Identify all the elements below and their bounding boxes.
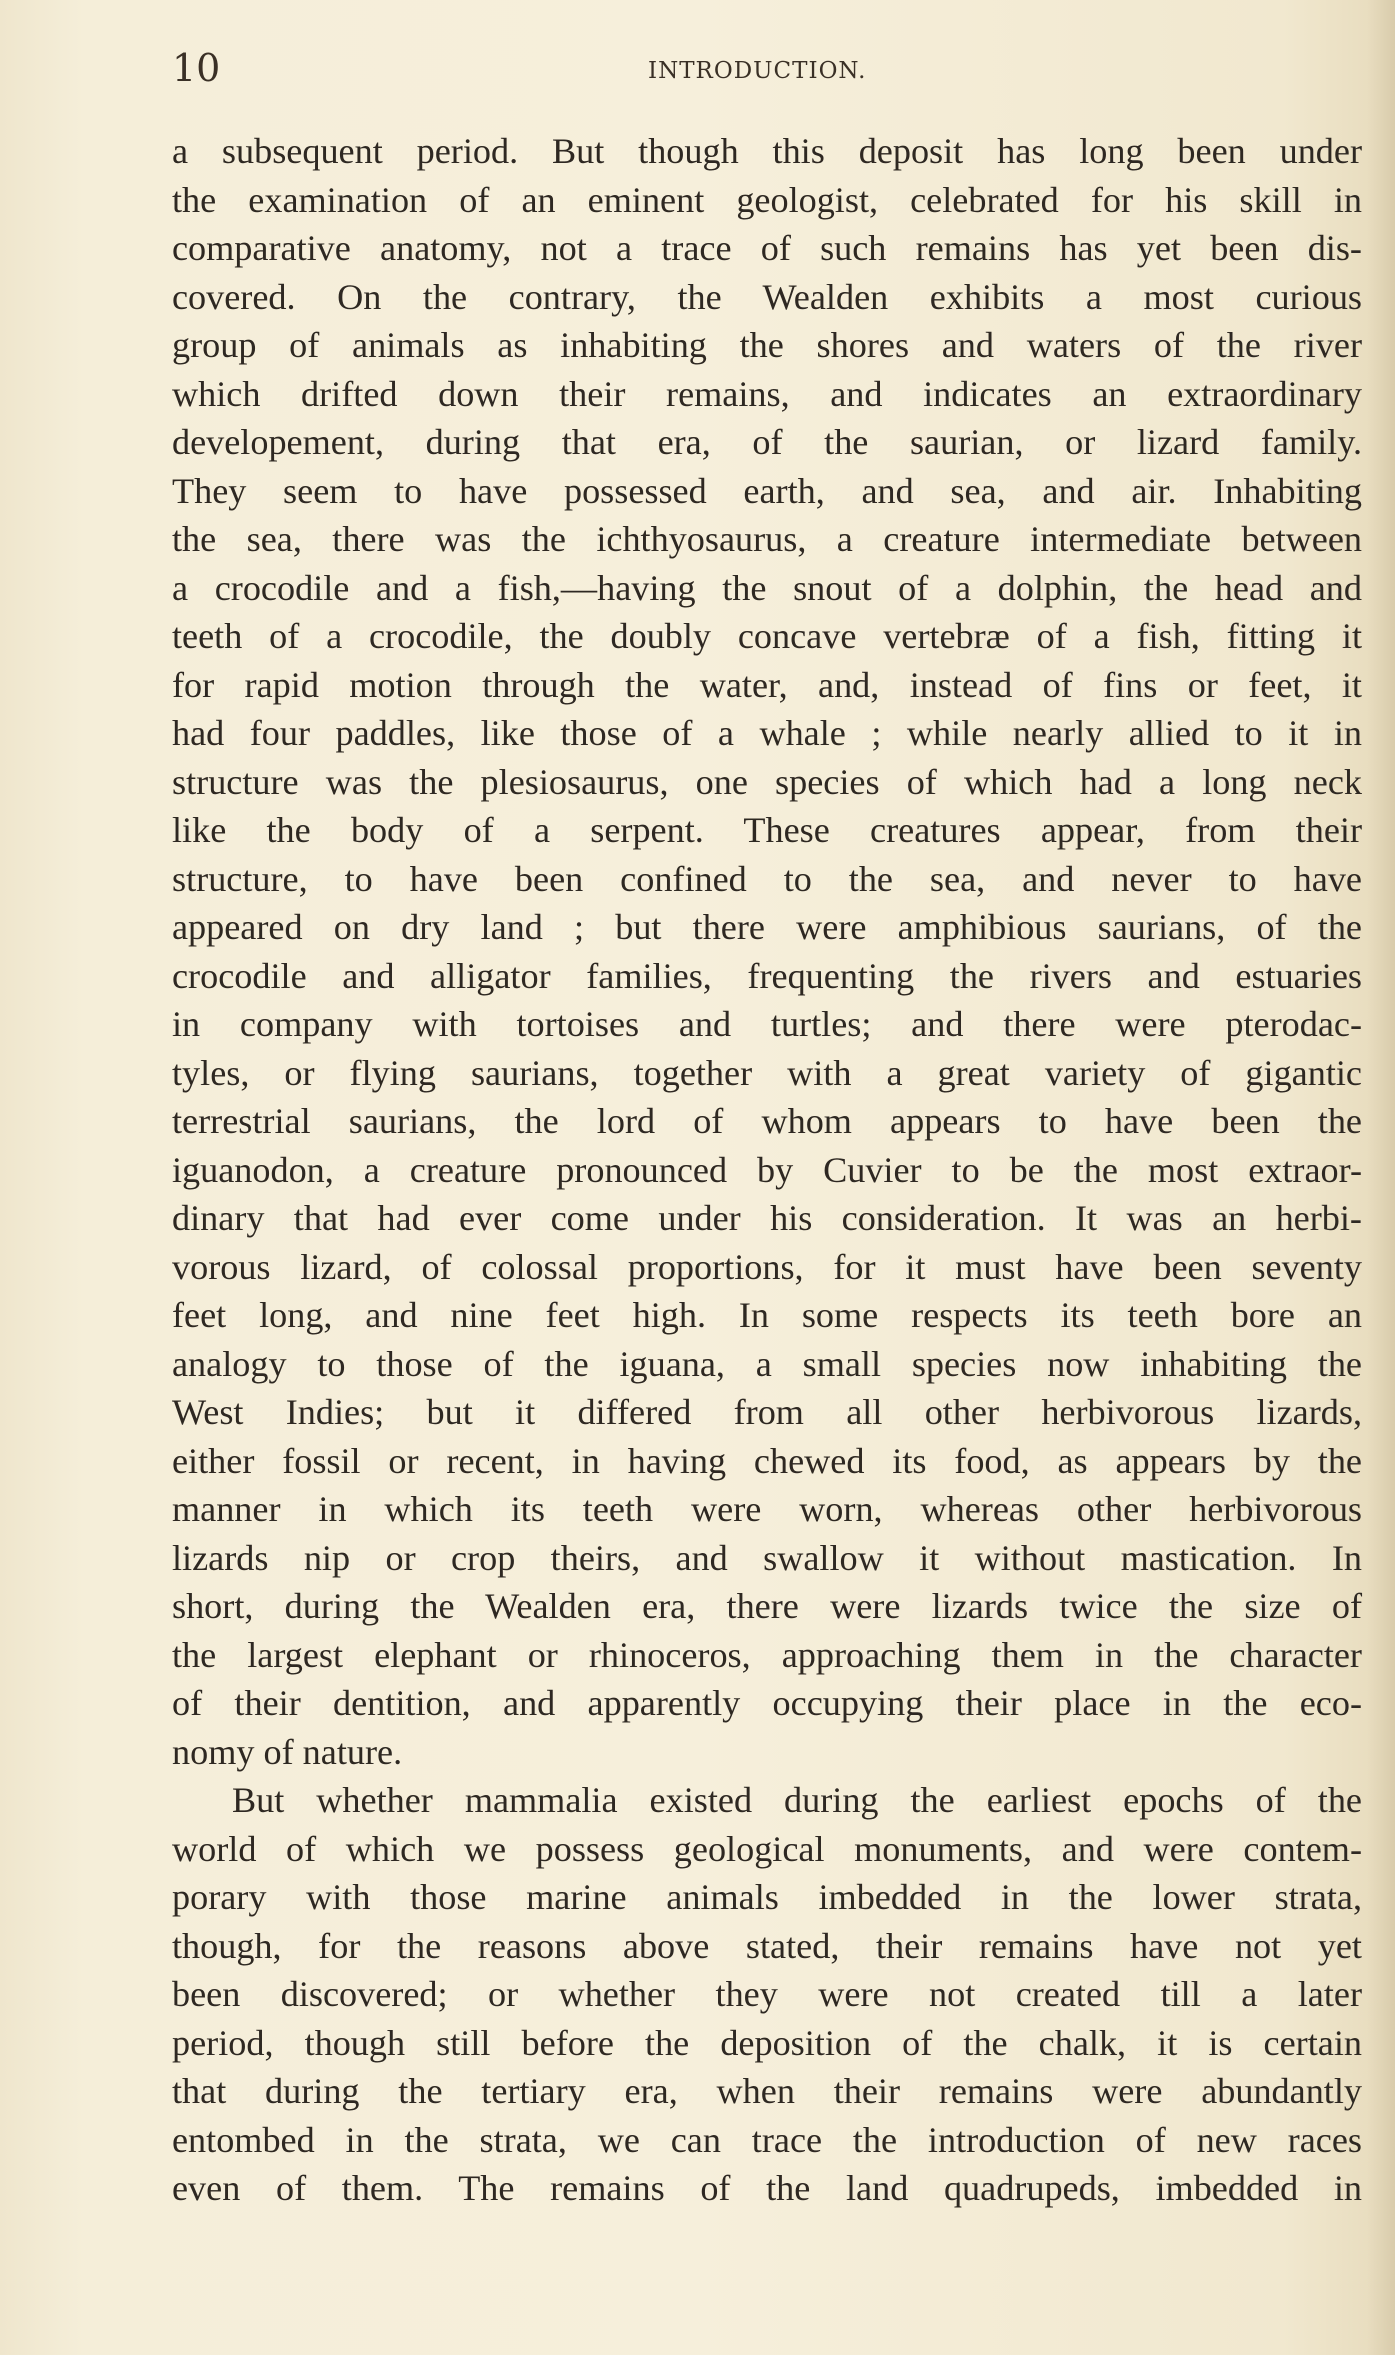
page-edge-shadow bbox=[1367, 0, 1395, 2355]
text-line: analogy to those of the iguana, a small species now inhabiting the bbox=[172, 1343, 1362, 1384]
text-line: West Indies; but it differed from all other herbivorous lizards, bbox=[172, 1392, 1362, 1432]
text-line: like the body of a serpent. These creatures appear, from their bbox=[172, 810, 1362, 850]
text-line: the sea, there was the ichthyosaurus, a creature intermediate between bbox=[172, 519, 1362, 559]
text-line: comparative anatomy, not a trace of such remains has yet been dis- bbox=[172, 228, 1362, 268]
text-line: short, during the Wealden era, there were lizards twice the size of bbox=[172, 1586, 1362, 1626]
text-line: the largest elephant or rhinoceros, approaching them in the character bbox=[172, 1634, 1362, 1675]
body-text bbox=[172, 127, 1362, 2213]
text-line: of their dentition, and apparently occupying their place in the eco- bbox=[172, 1683, 1362, 1723]
page-header bbox=[168, 48, 1368, 88]
text-line: manner in which its teeth were worn, whereas other herbivorous bbox=[172, 1489, 1362, 1529]
text-line: in company with tortoises and turtles; and there were pterodac- bbox=[172, 1004, 1362, 1044]
text-line: entombed in the strata, we can trace the introduction of new races bbox=[172, 2119, 1362, 2160]
text-line: either fossil or recent, in having chewed its food, as appears by the bbox=[172, 1440, 1362, 1481]
text-line: a crocodile and a fish,—having the snout of a dolphin, the head and bbox=[172, 567, 1362, 608]
text-line: lizards nip or crop theirs, and swallow it without mastication. In bbox=[172, 1537, 1362, 1578]
text-line: They seem to have possessed earth, and sea, and air. Inhabiting bbox=[172, 470, 1362, 511]
text-line: dinary that had ever come under his consideration. It was an herbi- bbox=[172, 1198, 1362, 1238]
text-line: even of them. The remains of the land quadrupeds, imbedded in bbox=[172, 2168, 1362, 2208]
text-line: period, though still before the deposition of the chalk, it is certain bbox=[172, 2022, 1362, 2063]
text-line: that during the tertiary era, when their remains were abundantly bbox=[172, 2071, 1362, 2111]
text-line: a subsequent period. But though this deposit has long been under bbox=[172, 131, 1362, 171]
text-line: structure was the plesiosaurus, one species of which had a long neck bbox=[172, 761, 1362, 802]
text-line: vorous lizard, of colossal proportions, for it must have been seventy bbox=[172, 1246, 1362, 1287]
text-line: group of animals as inhabiting the shores and waters of the river bbox=[172, 325, 1362, 365]
text-line: covered. On the contrary, the Wealden exhibits a most curious bbox=[172, 276, 1362, 317]
paragraph-start-line: But whether mammalia existed during the earliest epochs of the bbox=[232, 1780, 1362, 1820]
text-line: structure, to have been confined to the sea, and never to have bbox=[172, 858, 1362, 899]
text-line: developement, during that era, of the saurian, or lizard family. bbox=[172, 422, 1362, 462]
text-line: though, for the reasons above stated, their remains have not yet bbox=[172, 1925, 1362, 1966]
text-line: world of which we possess geological monuments, and were contem- bbox=[172, 1828, 1362, 1869]
text-line: appeared on dry land ; but there were amphibious saurians, of the bbox=[172, 907, 1362, 947]
text-line: the examination of an eminent geologist, celebrated for his skill in bbox=[172, 179, 1362, 220]
text-line: iguanodon, a creature pronounced by Cuvier to be the most extraor- bbox=[172, 1149, 1362, 1190]
text-line: tyles, or flying saurians, together with a great variety of gigantic bbox=[172, 1052, 1362, 1093]
paragraph-end-line: nomy of nature. bbox=[172, 1731, 403, 1772]
running-head: INTRODUCTION. bbox=[648, 58, 867, 84]
text-line: which drifted down their remains, and indicates an extraordinary bbox=[172, 373, 1362, 414]
page-number: 10 bbox=[172, 46, 221, 90]
text-line: for rapid motion through the water, and, instead of fins or feet, it bbox=[172, 664, 1362, 705]
text-line: had four paddles, like those of a whale ; while nearly allied to it in bbox=[172, 713, 1362, 753]
text-line: terrestrial saurians, the lord of whom appears to have been the bbox=[172, 1101, 1362, 1141]
text-line: crocodile and alligator families, frequenting the rivers and estuaries bbox=[172, 955, 1362, 996]
text-line: teeth of a crocodile, the doubly concave vertebræ of a fish, fitting it bbox=[172, 616, 1362, 656]
text-line: been discovered; or whether they were not created till a later bbox=[172, 1974, 1362, 2014]
text-line: feet long, and nine feet high. In some respects its teeth bore an bbox=[172, 1295, 1362, 1335]
text-line: porary with those marine animals imbedded in the lower strata, bbox=[172, 1877, 1362, 1917]
